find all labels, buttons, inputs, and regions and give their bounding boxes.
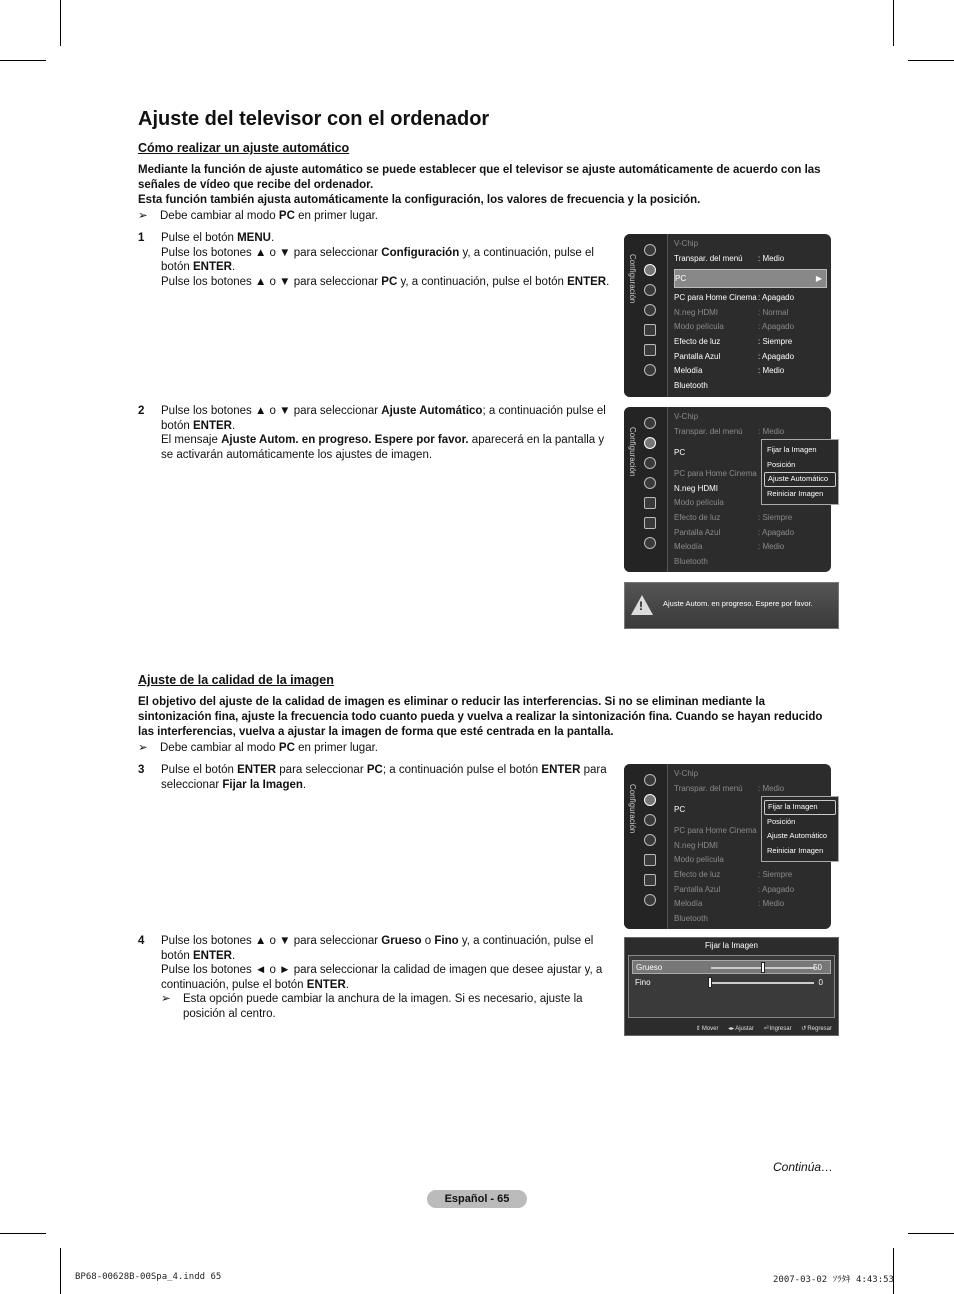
menu-item-transpar[interactable]	[674, 425, 827, 440]
vchip-label: V-Chip	[674, 412, 699, 421]
warning-message: Ajuste Autom. en progreso. Espere por favor.	[663, 599, 813, 608]
popup-item-posicion[interactable]: Posición	[767, 459, 796, 469]
transpar-value: : Medio	[758, 783, 785, 793]
transpar-label: Transpar. del menú	[674, 426, 743, 436]
crop-mark	[908, 60, 954, 61]
pelicula-label: Modo película	[674, 322, 724, 332]
grueso-value: 50	[813, 963, 822, 972]
menu-side-label: Configuración	[628, 427, 637, 477]
foot-regresar: Regresar	[807, 1026, 832, 1032]
note-pc-mode-2	[138, 741, 378, 756]
fino-track[interactable]	[710, 982, 814, 984]
quality-paragraph: El objetivo del ajuste de la calidad de imagen es eliminar o reducir las interferencias. Si no se eliminan mediante la sintonización fina, ajuste la frecuencia todo cuanto pueda y vuelva a realizar la sintonización fina. Cuando se hayan reducido las interferencias, vuelva a ajustar la imagen de forma que esté centrada en la pantalla.	[138, 696, 823, 738]
luz-value: : Siempre	[758, 869, 793, 879]
menu-item-bluetooth[interactable]	[674, 912, 827, 927]
melodia-value: : Medio	[758, 366, 785, 376]
applications-icon[interactable]	[644, 344, 656, 356]
menu-item-luz[interactable]	[674, 868, 827, 883]
melodia-label: Melodía	[674, 366, 703, 376]
melodia-value: : Medio	[758, 899, 785, 909]
note-text: Debe cambiar al modo PC en primer lugar.	[160, 742, 378, 754]
menu-item-azul[interactable]	[674, 883, 827, 898]
transpar-value: : Medio	[758, 426, 785, 436]
menu-side-label: Configuración	[628, 254, 637, 304]
fino-row[interactable]	[632, 976, 831, 990]
bluetooth-label: Bluetooth	[674, 380, 708, 390]
menu-item-bluetooth[interactable]	[674, 555, 827, 570]
clock-icon[interactable]	[644, 477, 656, 489]
step-4-note	[161, 992, 616, 1021]
config-menu-1	[624, 234, 831, 397]
step-4-note-text: Esta opción puede cambiar la anchura de la imagen. Si es necesario, ajuste la posición al centro.	[183, 993, 583, 1020]
picture-icon[interactable]	[644, 244, 656, 256]
pc-home-label: PC para Home Cinema	[674, 826, 757, 836]
input-icon[interactable]	[644, 497, 656, 509]
azul-label: Pantalla Azul	[674, 527, 721, 537]
fino-slider-handle[interactable]	[708, 977, 712, 988]
step-number: 1	[138, 232, 145, 244]
applications-icon[interactable]	[644, 517, 656, 529]
azul-label: Pantalla Azul	[674, 351, 721, 361]
intro-paragraph: Mediante la función de ajuste automático se puede establecer que el televisor se ajuste automáticamente de acuerdo con las señales de vídeo que recibe del ordenador.	[138, 164, 821, 191]
menu-item-vchip[interactable]	[674, 767, 827, 782]
pc-submenu-popup-2	[761, 796, 839, 862]
picture-icon[interactable]	[644, 417, 656, 429]
crop-mark	[0, 60, 46, 61]
hdmi-value: : Normal	[758, 307, 789, 317]
warning-icon: !	[631, 595, 653, 615]
leftright-icon: ◂▸	[728, 1026, 735, 1032]
clock-icon[interactable]	[644, 304, 656, 316]
popup-item-ajuste-auto[interactable]: Ajuste Automático	[767, 831, 828, 841]
grueso-label: Grueso	[636, 963, 663, 972]
crop-mark	[0, 1233, 46, 1234]
pelicula-label: Modo película	[674, 855, 724, 865]
pc-label: PC	[675, 274, 687, 284]
applications-icon[interactable]	[644, 874, 656, 886]
azul-value: : Apagado	[758, 884, 795, 894]
luz-label: Efecto de luz	[674, 869, 721, 879]
menu-item-azul[interactable]	[674, 350, 827, 365]
menu-item-luz[interactable]	[674, 335, 827, 350]
picture-icon[interactable]	[644, 774, 656, 786]
bluetooth-label: Bluetooth	[674, 556, 708, 566]
support-icon[interactable]	[644, 537, 656, 549]
grueso-row[interactable]	[632, 960, 831, 974]
popup-item-fijar[interactable]: Fijar la Imagen	[767, 445, 817, 454]
menu-item-melodia[interactable]	[674, 897, 827, 912]
step-2	[138, 404, 616, 462]
luz-value: : Siempre	[758, 512, 793, 522]
step-text: Pulse el botón ENTER para seleccionar PC; a continuación pulse el botón ENTER para seleccionar Fijar la Imagen.	[161, 764, 607, 791]
luz-value: : Siempre	[758, 336, 793, 346]
azul-value: : Apagado	[758, 351, 795, 361]
crop-mark	[60, 1248, 61, 1294]
pc-submenu-popup-1	[761, 439, 839, 505]
menu-item-pc[interactable]	[674, 269, 827, 288]
pc-home-value: : Apagado	[758, 293, 795, 303]
transpar-value: : Medio	[758, 253, 785, 263]
hdmi-label: N.neg HDMI	[674, 483, 719, 493]
menu-item-vchip[interactable]	[674, 237, 827, 252]
popup-item-posicion[interactable]: Posición	[767, 816, 796, 826]
channel-icon[interactable]	[644, 457, 656, 469]
note-text: Debe cambiar al modo PC en primer lugar.	[160, 210, 378, 222]
melodia-label: Melodía	[674, 542, 703, 552]
support-icon[interactable]	[644, 364, 656, 376]
arrow-icon: ➢	[161, 993, 171, 1006]
menu-sidebar	[624, 234, 668, 397]
step-text: Pulse el botón MENU. Pulse los botones ▲ o ▼ para seleccionar Configuración y, a continuación, pulse el botón ENTER. Pulse los botones ▲ o ▼ para seleccionar PC y, a continuación, pulse el botón ENTER.	[161, 232, 610, 288]
azul-label: Pantalla Azul	[674, 884, 721, 894]
fijar-footer	[688, 1025, 832, 1032]
step-number: 2	[138, 405, 145, 417]
transpar-label: Transpar. del menú	[674, 783, 743, 793]
hdmi-label: N.neg HDMI	[674, 840, 719, 850]
step-number: 3	[138, 764, 145, 776]
melodia-label: Melodía	[674, 899, 703, 909]
setup-gear-icon[interactable]	[644, 264, 656, 276]
crop-mark	[893, 1248, 894, 1294]
pc-home-label: PC para Home Cinema	[674, 469, 757, 479]
crop-mark	[908, 1233, 954, 1234]
azul-value: : Apagado	[758, 527, 795, 537]
step-text: Pulse los botones ▲ o ▼ para seleccionar Grueso o Fino y, a continuación, pulse el botón ENTER. Pulse los botones ◄ o ► para seleccionar la calidad de imagen que desee ajustar y, a continuación, pulse el botón ENTER.	[161, 935, 603, 991]
vchip-label: V-Chip	[674, 239, 699, 248]
pelicula-label: Modo película	[674, 498, 724, 508]
menu-item-bluetooth[interactable]	[674, 379, 827, 394]
menu-item-vchip[interactable]	[674, 410, 827, 425]
bluetooth-label: Bluetooth	[674, 913, 708, 923]
pc-label: PC	[674, 448, 686, 458]
arrow-right-icon: ▶	[815, 274, 822, 284]
channel-icon[interactable]	[644, 284, 656, 296]
fijar-imagen-panel	[624, 937, 839, 1036]
page-title: Ajuste del televisor con el ordenador	[138, 108, 490, 130]
clock-icon[interactable]	[644, 834, 656, 846]
return-icon: ↺	[801, 1026, 807, 1032]
step-text: Pulse los botones ▲ o ▼ para seleccionar Ajuste Automático; a continuación pulse el botón ENTER. El mensaje Ajuste Autom. en progreso. Espere por favor. aparecerá en la pantalla y se activarán automáticamente los ajustes de imagen.	[161, 405, 606, 461]
menu-item-melodia[interactable]	[674, 364, 827, 379]
auto-adjust-message-box	[624, 582, 839, 629]
fijar-title: Fijar la Imagen	[705, 941, 758, 950]
menu-item-pc-home[interactable]	[674, 291, 827, 306]
page-number-badge: Español - 65	[427, 1190, 527, 1208]
enter-icon: ⏎	[763, 1026, 769, 1032]
step-3	[138, 763, 616, 792]
crop-mark	[893, 0, 894, 46]
menu-item-hdmi[interactable]	[674, 306, 827, 321]
menu-item-pelicula[interactable]	[674, 320, 827, 335]
melodia-value: : Medio	[758, 542, 785, 552]
step-1	[138, 231, 616, 289]
menu-item-transpar[interactable]	[674, 252, 827, 267]
menu-item-melodia[interactable]	[674, 540, 827, 555]
menu-item-transpar[interactable]	[674, 782, 827, 797]
foot-mover: Mover	[701, 1026, 719, 1032]
support-icon[interactable]	[644, 894, 656, 906]
grueso-slider-handle[interactable]	[761, 962, 765, 973]
crop-mark	[60, 0, 61, 46]
popup-item-fijar[interactable]: Fijar la Imagen	[764, 800, 836, 815]
footer-file: BP68-00628B-00Spa_4.indd 65	[75, 1272, 222, 1282]
arrow-icon: ➢	[138, 210, 148, 222]
foot-ajustar: Ajustar	[735, 1026, 754, 1032]
setup-gear-icon[interactable]	[644, 437, 656, 449]
pc-label: PC	[674, 805, 686, 815]
foot-ingresar: Ingresar	[769, 1026, 792, 1032]
fino-label: Fino	[635, 978, 651, 987]
popup-item-ajuste-auto[interactable]: Ajuste Automático	[764, 472, 836, 487]
hdmi-label: N.neg HDMI	[674, 307, 719, 317]
luz-label: Efecto de luz	[674, 512, 721, 522]
pelicula-value: : Apagado	[758, 322, 795, 332]
section-heading-auto: Cómo realizar un ajuste automático	[138, 141, 350, 155]
menu-side-label: Configuración	[628, 784, 637, 834]
popup-item-reiniciar[interactable]: Reiniciar Imagen	[767, 488, 824, 498]
updown-icon: ⇕	[695, 1026, 701, 1032]
input-icon[interactable]	[644, 854, 656, 866]
vchip-label: V-Chip	[674, 769, 699, 778]
transpar-label: Transpar. del menú	[674, 253, 743, 263]
popup-item-reiniciar[interactable]: Reiniciar Imagen	[767, 845, 824, 855]
input-icon[interactable]	[644, 324, 656, 336]
menu-item-luz[interactable]	[674, 511, 827, 526]
setup-gear-icon[interactable]	[644, 794, 656, 806]
arrow-icon: ➢	[138, 742, 148, 754]
footer-date: 2007-03-02 ｿﾗﾀｷ 4:43:53	[773, 1275, 894, 1285]
step-number: 4	[138, 935, 145, 947]
pc-home-label: PC para Home Cinema	[674, 293, 757, 303]
fino-value: 0	[818, 978, 823, 987]
channel-icon[interactable]	[644, 814, 656, 826]
intro-paragraph-2: Esta función también ajusta automáticamente la configuración, los valores de frecuencia y la posición.	[138, 194, 701, 206]
menu-item-azul[interactable]	[674, 526, 827, 541]
slider-box	[628, 955, 835, 1018]
continues-label: Continúa…	[773, 1160, 834, 1174]
note-pc-mode	[138, 209, 378, 224]
menu-sidebar	[624, 764, 668, 929]
menu-sidebar	[624, 407, 668, 572]
luz-label: Efecto de luz	[674, 336, 721, 346]
step-4	[138, 934, 616, 1022]
section-heading-quality: Ajuste de la calidad de la imagen	[138, 673, 334, 687]
